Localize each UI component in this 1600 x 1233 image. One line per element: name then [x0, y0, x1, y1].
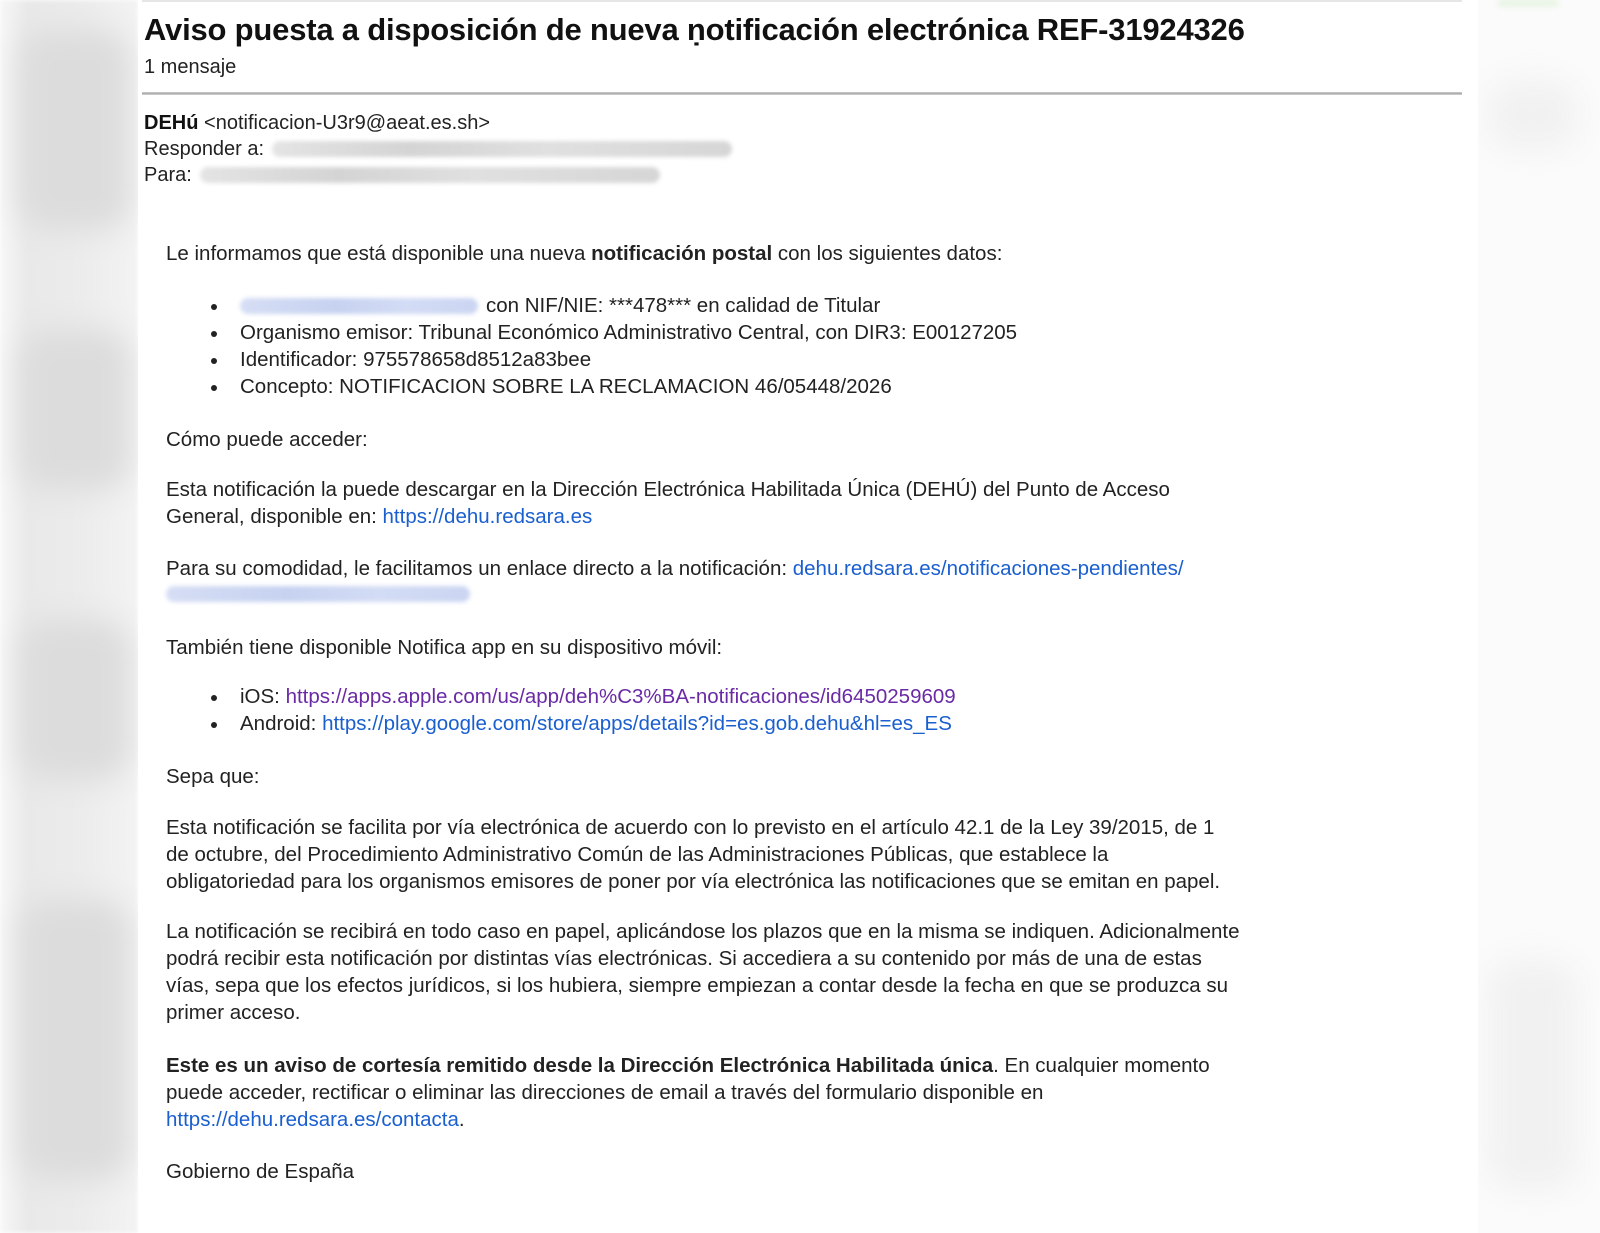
redacted-reply-to-address	[272, 141, 732, 157]
access-heading: Cómo puede acceder:	[166, 428, 368, 451]
bullet-icon	[211, 385, 217, 391]
header-divider	[142, 92, 1462, 95]
to-row	[144, 162, 732, 188]
signature: Gobierno de España	[166, 1160, 355, 1183]
app-paragraph: También tiene disponible Notifica app en su dispositivo móvil:	[166, 636, 723, 659]
ios-app-link[interactable]: https://apps.apple.com/us/app/deh%C3%BA-notificaciones/id6450259609	[285, 685, 956, 708]
bullet-icon	[211, 722, 217, 728]
redacted-recipient-address	[200, 167, 660, 183]
bullet-icon	[211, 695, 217, 701]
list-item-android: Android: https://play.google.com/store/apps/details?id=es.gob.dehu&hl=es_ES	[166, 710, 956, 737]
legal-paragraph-1: Esta notificación se facilita por vía electrónica de acuerdo con lo previsto en el artículo 42.1 de la Ley 39/2015, de 1 de octubre, del Procedimiento Administrativo Común de las Administraciones Públicas, que establece la obligatoriedad para los organismos emisores de poner por vía electrónica las notificaciones que se emitan en papel.	[166, 816, 1221, 893]
email-headers	[144, 110, 732, 188]
list-item: Organismo emisor: Tribunal Económico Administrativo Central, con DIR3: E00127205	[166, 319, 1017, 346]
notification-details-list	[166, 292, 1017, 400]
list-item-ios: iOS: https://apps.apple.com/us/app/deh%C3%BA-notificaciones/id6450259609	[166, 683, 956, 710]
reply-to-label: Responder a:	[144, 138, 265, 160]
list-item: con NIF/NIE: ***478*** en calidad de Titular	[166, 292, 1017, 319]
direct-link-paragraph: Para su comodidad, le facilitamos un enlace directo a la notificación: dehu.redsara.es/notificaciones-pendientes/	[166, 555, 1184, 609]
sepa-heading: Sepa que:	[166, 765, 260, 788]
list-item: Concepto: NOTIFICACION SOBRE LA RECLAMACION 46/05448/2026	[166, 373, 1017, 400]
legal-paragraph-2: La notificación se recibirá en todo caso en papel, aplicándose los plazos que en la misma se indiquen. Adicionalmente podrá recibir esta notificación por distintas vías electrónicas. Si accediera a su contenido por más de una de estas vías, sepa que los efectos jurídicos, si los hubiera, siempre empiezan a contar desde la fecha en que se produzca su primer acceso.	[166, 920, 1240, 1024]
list-item: Identificador: 975578658d8512a83bee	[166, 346, 1017, 373]
sender-address: <notificacion-U3r9@aeat.es.sh>	[204, 112, 491, 134]
bullet-icon	[211, 331, 217, 337]
from-row	[144, 110, 732, 136]
email-subject: Aviso puesta a disposición de nueva ṇotificación electrónica REF-31924326	[144, 12, 1245, 47]
bullet-icon	[211, 304, 217, 310]
sender-name: DEHú	[144, 112, 199, 134]
notification-type: notificación postal	[591, 242, 773, 265]
top-divider	[142, 0, 1462, 2]
dehu-portal-link[interactable]: https://dehu.redsara.es	[382, 505, 593, 528]
blurred-background-right	[1478, 0, 1600, 1233]
blurred-background-left	[0, 0, 138, 1233]
to-label: Para:	[144, 164, 192, 186]
intro-paragraph: Le informamos que está disponible una nueva notificación postal con los siguientes datos:	[166, 242, 1003, 265]
direct-notification-link[interactable]: dehu.redsara.es/notificaciones-pendientes/	[792, 557, 1184, 580]
courtesy-paragraph: Este es un aviso de cortesía remitido desde la Dirección Electrónica Habilitada única. En cualquier momento puede acceder, rectificar o eliminar las direcciones de email a través del formulario disponible en https://dehu.redsara.es/contacta.	[166, 1054, 1210, 1131]
android-app-link[interactable]: https://play.google.com/store/apps/details?id=es.gob.dehu&hl=es_ES	[322, 712, 952, 735]
app-links-list	[166, 683, 956, 737]
reply-to-row	[144, 136, 732, 162]
redacted-email	[240, 298, 478, 314]
download-paragraph: Esta notificación la puede descargar en la Dirección Electrónica Habilitada Única (DEHÚ) del Punto de Acceso General, disponible en: https://dehu.redsara.es	[166, 478, 1170, 528]
contact-form-link[interactable]: https://dehu.redsara.es/contacta	[166, 1108, 459, 1131]
email-print-view	[138, 0, 1478, 1233]
redacted-link-continuation[interactable]	[166, 586, 470, 602]
bullet-icon	[211, 358, 217, 364]
message-count: 1 mensaje	[144, 56, 237, 78]
